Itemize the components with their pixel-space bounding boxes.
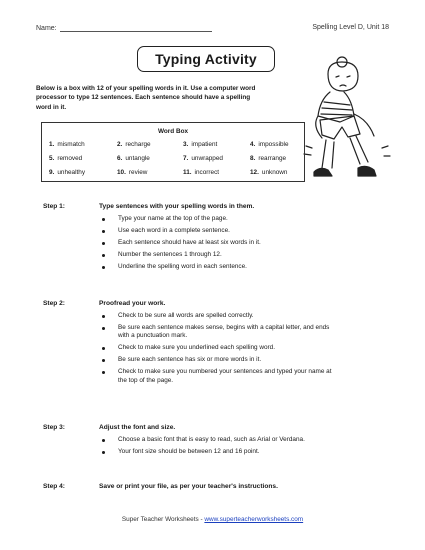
- step-4-label: Step 4:: [43, 483, 65, 490]
- word-text: review: [128, 169, 148, 176]
- word-box-title: Word Box: [157, 128, 189, 135]
- step-2-heading: Proofread your work.: [99, 300, 166, 307]
- footer-text: Super Teacher Worksheets -: [121, 516, 205, 523]
- name-line: [60, 24, 212, 32]
- word-item: [49, 169, 85, 176]
- cartoon-boy-illustration: [300, 50, 392, 190]
- word-text: impossible: [258, 141, 289, 148]
- word-item: [49, 141, 85, 148]
- word-text: unwrapped: [191, 155, 223, 162]
- level-unit: Spelling Level D, Unit 18: [312, 24, 389, 31]
- bullet-item: Be sure each sentence makes sense, begins with a capital letter, and ends with a punctuation mark.: [99, 324, 339, 341]
- word-item: [183, 155, 223, 162]
- word-number: 5.: [49, 155, 55, 162]
- step-2-bullets: [99, 312, 339, 389]
- word-number: 10.: [117, 169, 126, 176]
- word-box: [41, 122, 305, 182]
- word-number: 2.: [117, 141, 123, 148]
- bullet-item: Underline the spelling word in each sentence.: [99, 263, 339, 271]
- word-text: rearrange: [258, 155, 287, 162]
- word-item: [250, 155, 286, 162]
- word-number: 4.: [250, 141, 256, 148]
- name-label: Name:: [36, 25, 57, 32]
- word-item: [117, 169, 147, 176]
- word-number: 3.: [183, 141, 189, 148]
- bullet-item: Use each word in a complete sentence.: [99, 227, 339, 235]
- intro-text: Below is a box with 12 of your spelling words in it. Use a computer word processor to type 12 sentences. Each sentence should have a spelling word in it.: [36, 85, 256, 111]
- word-number: 8.: [250, 155, 256, 162]
- bullet-item: Check to be sure all words are spelled correctly.: [99, 312, 339, 320]
- word-number: 11.: [183, 169, 192, 176]
- word-item: [183, 169, 219, 176]
- word-number: 12.: [250, 169, 259, 176]
- word-text: unknown: [261, 169, 288, 176]
- step-2-label: Step 2:: [43, 300, 65, 307]
- step-1-heading: Type sentences with your spelling words in them.: [99, 203, 255, 210]
- step-1-label: Step 1:: [43, 203, 65, 210]
- word-number: 7.: [183, 155, 189, 162]
- word-text: impatient: [191, 141, 218, 148]
- step-3-heading: Adjust the font and size.: [99, 424, 176, 431]
- step-4-heading: Save or print your file, as per your teacher's instructions.: [99, 483, 278, 490]
- word-text: untangle: [125, 155, 150, 162]
- word-text: incorrect: [194, 169, 220, 176]
- page-title: Typing Activity: [137, 46, 275, 72]
- footer: [0, 516, 425, 523]
- word-item: [49, 155, 82, 162]
- name-field: [36, 24, 212, 32]
- step-3-label: Step 3:: [43, 424, 65, 431]
- step-1-bullets: [99, 215, 339, 275]
- word-number: 9.: [49, 169, 55, 176]
- footer-link[interactable]: www.superteacherworksheets.com: [204, 516, 304, 523]
- word-number: 1.: [49, 141, 55, 148]
- word-item: [183, 141, 217, 148]
- bullet-item: Choose a basic font that is easy to read, such as Arial or Verdana.: [99, 436, 339, 444]
- word-text: recharge: [125, 141, 151, 148]
- bullet-item: Check to make sure you underlined each spelling word.: [99, 344, 339, 352]
- word-text: removed: [57, 155, 83, 162]
- bullet-item: Check to make sure you numbered your sentences and typed your name at the top of the page.: [99, 368, 339, 385]
- word-text: mismatch: [57, 141, 85, 148]
- bullet-item: Your font size should be between 12 and 16 point.: [99, 448, 339, 456]
- word-item: [250, 169, 287, 176]
- bullet-item: Type your name at the top of the page.: [99, 215, 339, 223]
- word-item: [117, 155, 150, 162]
- step-3-bullets: [99, 436, 339, 460]
- word-item: [117, 141, 151, 148]
- bullet-item: Number the sentences 1 through 12.: [99, 251, 339, 259]
- bullet-item: Each sentence should have at least six words in it.: [99, 239, 339, 247]
- bullet-item: Be sure each sentence has six or more words in it.: [99, 356, 339, 364]
- word-text: unhealthy: [57, 169, 86, 176]
- word-number: 6.: [117, 155, 123, 162]
- word-item: [250, 141, 289, 148]
